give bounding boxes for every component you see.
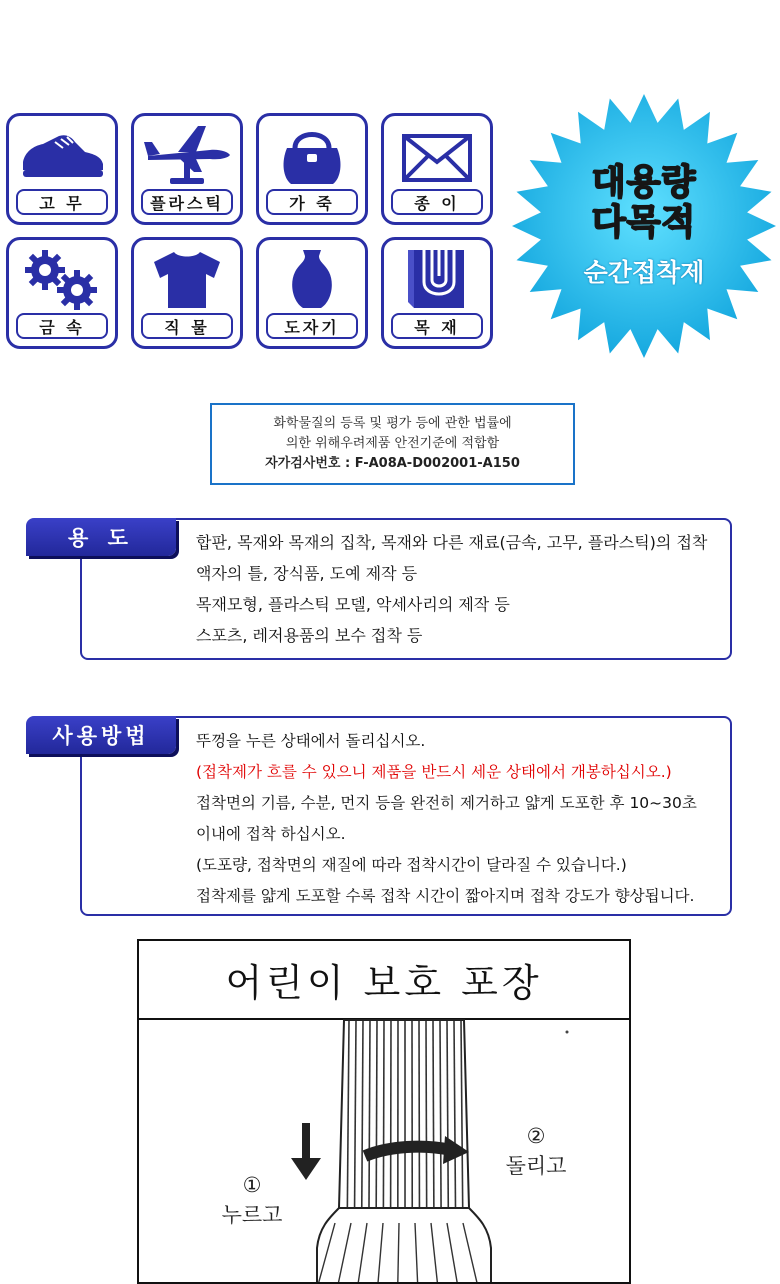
material-label: 금 속 (16, 313, 108, 339)
material-tile-wood (381, 237, 493, 349)
vase-icon (265, 246, 359, 312)
badge-line-instant-glue: 순간접착제 (584, 253, 705, 289)
method-line: 접착면의 기름, 수분, 먼지 등을 완전히 제거하고 얇게 도포한 후 10~30초 (196, 788, 730, 819)
step-turn (491, 1121, 581, 1181)
material-label: 직 물 (141, 313, 233, 339)
rotate-arrow-icon (365, 1136, 469, 1164)
tshirt-icon (140, 246, 234, 312)
usage-line: 목재모형, 플라스틱 모델, 악세사리의 제작 등 (196, 589, 726, 620)
material-label: 고 무 (16, 189, 108, 215)
step-number: ② (491, 1121, 581, 1151)
cert-line: 화학물질의 등록 및 평가 등에 관한 법률에 (273, 414, 511, 434)
cert-inspection-number: 자가검사번호 : F-A08A-D002001-A150 (265, 454, 520, 474)
method-line: 뚜껑을 누른 상태에서 돌리십시오. (196, 726, 730, 757)
step-number: ① (207, 1170, 297, 1200)
material-tile-paper (381, 113, 493, 225)
material-label: 플라스틱 (141, 189, 233, 215)
package-title: 어린이 보호 포장 (139, 941, 629, 1020)
material-label: 도자기 (266, 313, 358, 339)
envelope-icon (390, 122, 484, 188)
usage-line: 합판, 목재와 목재의 집착, 목재와 다른 재료(금속, 고무, 플라스틱)의 접착 (196, 527, 726, 558)
step-label: 누르고 (207, 1200, 297, 1230)
badge-line-multipurpose: 다목적 (592, 203, 696, 243)
handbag-icon (265, 122, 359, 188)
airplane-model-icon (140, 122, 234, 188)
material-label: 목 재 (391, 313, 483, 339)
usage-text (196, 527, 726, 651)
material-tile-ceramic (256, 237, 368, 349)
material-tile-metal (6, 237, 118, 349)
certification-box (210, 403, 575, 485)
usage-line: 스포츠, 레저용품의 보수 접착 등 (196, 620, 726, 651)
child-safety-package-box (137, 939, 631, 1284)
badge-line-large-capacity: 대용량 (592, 163, 696, 203)
method-line: 접착제를 얇게 도포할 수록 접착 시간이 짧아지며 접착 강도가 향상됩니다. (196, 881, 730, 912)
material-label: 가 죽 (266, 189, 358, 215)
step-press (207, 1170, 297, 1230)
cert-line: 의한 위해우려제품 안전기준에 적합함 (286, 434, 499, 454)
usage-line: 액자의 틀, 장식품, 도예 제작 등 (196, 558, 726, 589)
method-text (196, 726, 730, 912)
shoe-icon (15, 122, 109, 188)
method-line: (도포량, 접착면의 재질에 따라 접착시간이 달라질 수 있습니다.) (196, 850, 730, 881)
method-warning: (접착제가 흐를 수 있으니 제품을 반드시 세운 상태에서 개봉하십시오.) (196, 757, 730, 788)
badge-text (510, 92, 778, 360)
material-tile-leather (256, 113, 368, 225)
material-tile-plastic (131, 113, 243, 225)
material-tile-rubber (6, 113, 118, 225)
material-label: 종 이 (391, 189, 483, 215)
wood-grain-icon (390, 246, 484, 312)
gears-icon (15, 246, 109, 312)
method-line: 이내에 접착 하십시오. (196, 819, 730, 850)
usage-tag: 용 도 (26, 518, 176, 556)
material-tile-fabric (131, 237, 243, 349)
method-tag: 사용방법 (26, 716, 176, 754)
step-label: 돌리고 (491, 1151, 581, 1181)
